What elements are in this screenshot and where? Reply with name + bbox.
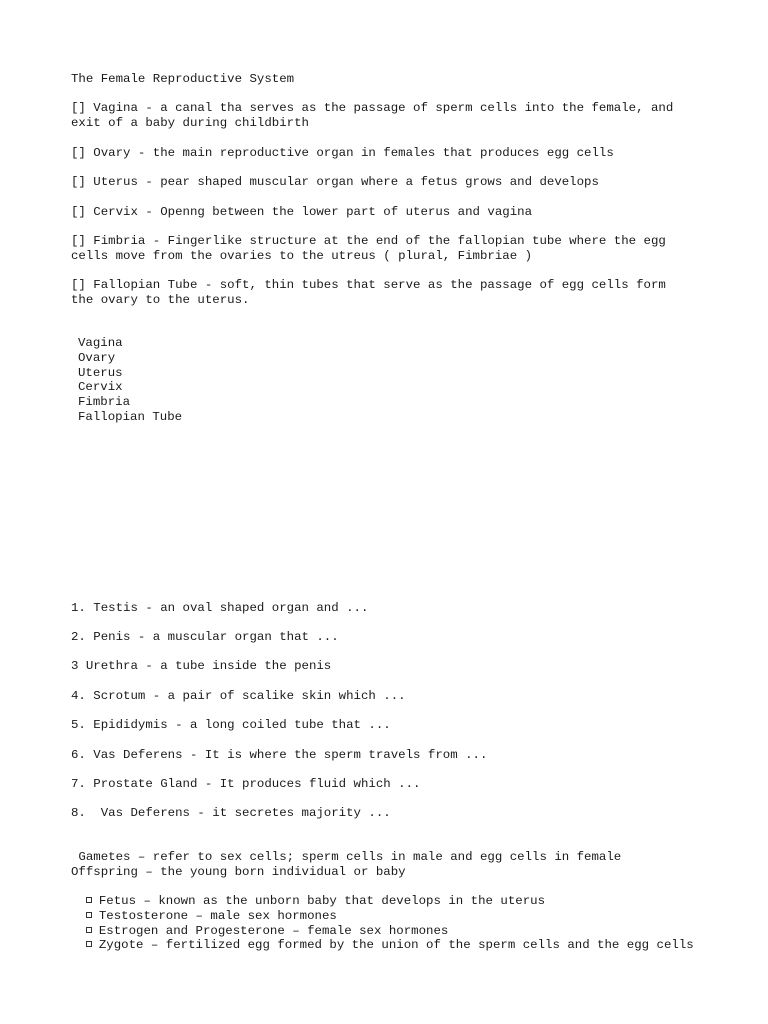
glossary-item-text: Estrogen and Progesterone – female sex hormones xyxy=(98,924,449,938)
square-bullet-icon xyxy=(86,941,92,947)
glossary-offspring: Offspring – the young born individual or baby xyxy=(71,865,406,879)
male-term-prostate-gland: 7. Prostate Gland - It produces fluid which ... xyxy=(71,777,421,791)
term-vagina-line-2: exit of a baby during childbirth xyxy=(71,116,309,130)
glossary-gametes: Gametes – refer to sex cells; sperm cells in male and egg cells in female xyxy=(71,850,622,864)
label-cervix: Cervix xyxy=(78,380,123,394)
male-term-scrotum: 4. Scrotum - a pair of scalike skin which ... xyxy=(71,689,406,703)
term-fimbria-line-2: cells move from the ovaries to the utreus ( plural, Fimbriae ) xyxy=(71,249,533,263)
term-fimbria-line-1: [] Fimbria - Fingerlike structure at the end of the fallopian tube where the egg xyxy=(71,234,666,248)
glossary-item-text: Testosterone – male sex hormones xyxy=(98,909,337,923)
male-term-vas-deferens-2: 8. Vas Deferens - it secretes majority ... xyxy=(71,806,391,820)
term-ovary: [] Ovary - the main reproductive organ in females that produces egg cells xyxy=(71,146,614,160)
page-title: The Female Reproductive System xyxy=(71,72,295,86)
term-uterus: [] Uterus - pear shaped muscular organ where a fetus grows and develops xyxy=(71,175,599,189)
label-fimbria: Fimbria xyxy=(78,395,131,409)
term-cervix: [] Cervix - Openng between the lower part of uterus and vagina xyxy=(71,205,533,219)
label-ovary: Ovary xyxy=(78,351,116,365)
glossary-item-text: Zygote – fertilized egg formed by the union of the sperm cells and the egg cells xyxy=(98,938,694,952)
label-uterus: Uterus xyxy=(78,366,123,380)
label-fallopian-tube: Fallopian Tube xyxy=(78,410,183,424)
male-term-penis: 2. Penis - a muscular organ that ... xyxy=(71,630,339,644)
male-term-vas-deferens: 6. Vas Deferens - It is where the sperm travels from ... xyxy=(71,748,488,762)
glossary-item-text: Fetus – known as the unborn baby that develops in the uterus xyxy=(98,894,546,908)
glossary-item-zygote xyxy=(71,923,694,953)
term-fallopian-tube-line-1: [] Fallopian Tube - soft, thin tubes that serve as the passage of egg cells form xyxy=(71,278,666,292)
male-term-epididymis: 5. Epididymis - a long coiled tube that ... xyxy=(71,718,391,732)
male-term-urethra: 3 Urethra - a tube inside the penis xyxy=(71,659,332,673)
male-term-testis: 1. Testis - an oval shaped organ and ... xyxy=(71,601,369,615)
term-vagina-line-1: [] Vagina - a canal tha serves as the passage of sperm cells into the female, and xyxy=(71,101,674,115)
term-fallopian-tube-line-2: the ovary to the uterus. xyxy=(71,293,250,307)
label-vagina: Vagina xyxy=(78,336,123,350)
